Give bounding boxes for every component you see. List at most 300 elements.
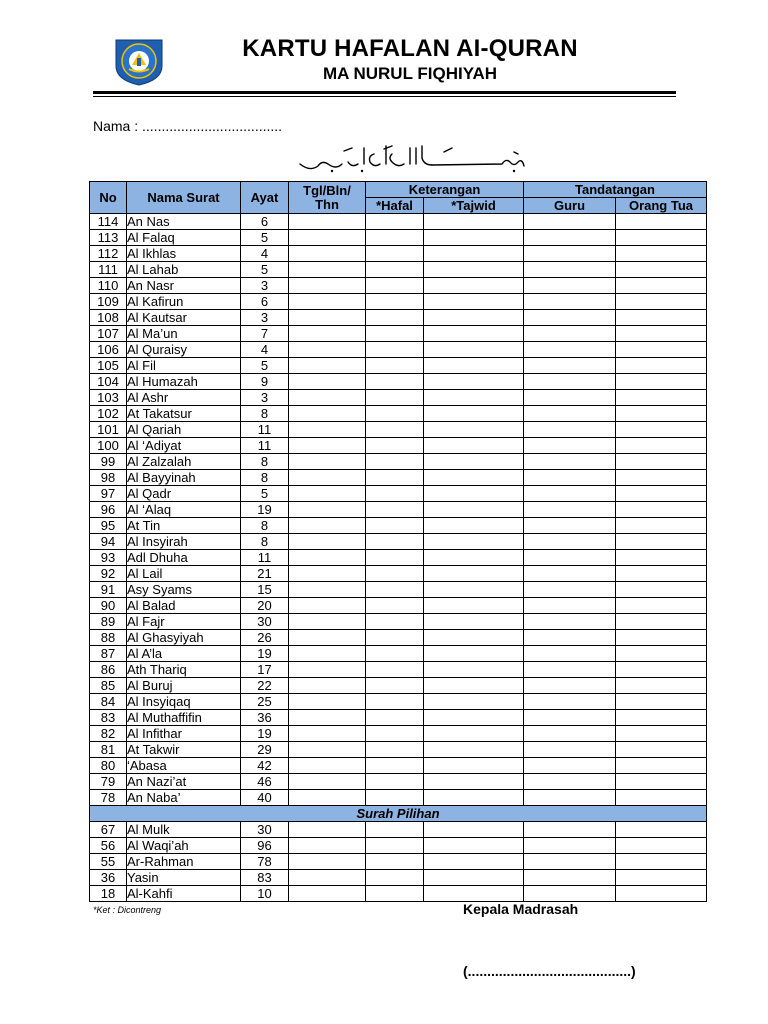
tgl-cell[interactable] — [289, 774, 366, 790]
orang-tua-signature-cell[interactable] — [616, 726, 707, 742]
header-divider-thin — [93, 96, 676, 97]
orang-tua-signature-cell[interactable] — [616, 438, 707, 454]
orang-tua-signature-cell[interactable] — [616, 566, 707, 582]
orang-tua-signature-cell[interactable] — [616, 486, 707, 502]
surat-row — [90, 774, 707, 790]
hafal-check-cell[interactable] — [366, 438, 424, 454]
tgl-cell[interactable] — [289, 646, 366, 662]
hafal-check-cell[interactable] — [366, 614, 424, 630]
hafal-check-cell[interactable] — [366, 486, 424, 502]
surat-pilihan-row — [90, 854, 707, 870]
guru-signature-cell[interactable] — [524, 502, 616, 518]
hafal-check-cell[interactable] — [366, 278, 424, 294]
orang-tua-signature-cell[interactable] — [616, 694, 707, 710]
tajwid-check-cell[interactable] — [424, 486, 524, 502]
ayat-count-cell: 8 — [241, 470, 289, 486]
guru-signature-cell[interactable] — [524, 470, 616, 486]
guru-signature-cell[interactable] — [524, 758, 616, 774]
surat-number-cell: 102 — [90, 406, 127, 422]
guru-signature-cell[interactable] — [524, 726, 616, 742]
ayat-count-cell: 36 — [241, 710, 289, 726]
tajwid-check-cell[interactable] — [424, 214, 524, 230]
tajwid-check-cell[interactable] — [424, 566, 524, 582]
tajwid-check-cell[interactable] — [424, 550, 524, 566]
surat-name-cell: Al Zalzalah — [127, 454, 241, 470]
tajwid-check-cell[interactable] — [424, 470, 524, 486]
tgl-cell[interactable] — [289, 726, 366, 742]
hafal-check-cell[interactable] — [366, 294, 424, 310]
hafal-check-cell[interactable] — [366, 726, 424, 742]
tajwid-check-cell[interactable] — [424, 278, 524, 294]
orang-tua-signature-cell[interactable] — [616, 374, 707, 390]
surat-row — [90, 358, 707, 374]
surat-name-cell: An Nas — [127, 214, 241, 230]
surat-pilihan-row — [90, 838, 707, 854]
hafal-check-cell[interactable] — [366, 246, 424, 262]
surat-row — [90, 230, 707, 246]
tajwid-check-cell[interactable] — [424, 662, 524, 678]
surat-number-cell: 18 — [90, 886, 127, 902]
guru-signature-cell[interactable] — [524, 742, 616, 758]
orang-tua-signature-cell[interactable] — [616, 278, 707, 294]
ayat-count-cell: 19 — [241, 646, 289, 662]
hafal-check-cell[interactable] — [366, 214, 424, 230]
surat-number-cell: 106 — [90, 342, 127, 358]
surat-number-cell: 107 — [90, 326, 127, 342]
hafal-check-cell[interactable] — [366, 262, 424, 278]
surat-number-cell: 82 — [90, 726, 127, 742]
surat-row — [90, 342, 707, 358]
tgl-cell[interactable] — [289, 694, 366, 710]
orang-tua-signature-cell[interactable] — [616, 710, 707, 726]
tajwid-check-cell[interactable] — [424, 870, 524, 886]
orang-tua-signature-cell[interactable] — [616, 326, 707, 342]
surat-name-cell: Al Kautsar — [127, 310, 241, 326]
tgl-cell[interactable] — [289, 518, 366, 534]
tajwid-check-cell[interactable] — [424, 454, 524, 470]
tgl-cell[interactable] — [289, 342, 366, 358]
guru-signature-cell[interactable] — [524, 518, 616, 534]
guru-signature-cell[interactable] — [524, 438, 616, 454]
guru-signature-cell[interactable] — [524, 406, 616, 422]
ayat-count-cell: 4 — [241, 342, 289, 358]
tajwid-check-cell[interactable] — [424, 310, 524, 326]
tgl-cell[interactable] — [289, 358, 366, 374]
guru-signature-cell[interactable] — [524, 838, 616, 854]
tgl-cell[interactable] — [289, 710, 366, 726]
hafal-check-cell[interactable] — [366, 502, 424, 518]
guru-signature-cell[interactable] — [524, 294, 616, 310]
surat-number-cell: 95 — [90, 518, 127, 534]
tajwid-check-cell[interactable] — [424, 838, 524, 854]
orang-tua-signature-cell[interactable] — [616, 262, 707, 278]
surat-name-cell: Al ‘Alaq — [127, 502, 241, 518]
guru-signature-cell[interactable] — [524, 630, 616, 646]
surat-name-cell: Adl Dhuha — [127, 550, 241, 566]
tajwid-check-cell[interactable] — [424, 598, 524, 614]
ayat-count-cell: 8 — [241, 518, 289, 534]
tgl-cell[interactable] — [289, 742, 366, 758]
orang-tua-signature-cell[interactable] — [616, 518, 707, 534]
orang-tua-signature-cell[interactable] — [616, 758, 707, 774]
tgl-cell[interactable] — [289, 262, 366, 278]
tajwid-check-cell[interactable] — [424, 534, 524, 550]
orang-tua-signature-cell[interactable] — [616, 838, 707, 854]
tgl-cell[interactable] — [289, 374, 366, 390]
hafal-check-cell[interactable] — [366, 374, 424, 390]
surat-name-cell: Al Qadr — [127, 486, 241, 502]
col-keterangan-header: Keterangan — [366, 182, 524, 198]
hafal-check-cell[interactable] — [366, 470, 424, 486]
surat-name-cell: Al Infithar — [127, 726, 241, 742]
hafal-check-cell[interactable] — [366, 710, 424, 726]
guru-signature-cell[interactable] — [524, 534, 616, 550]
guru-signature-cell[interactable] — [524, 790, 616, 806]
hafal-check-cell[interactable] — [366, 566, 424, 582]
surat-name-cell: Al Insyiqaq — [127, 694, 241, 710]
surat-name-cell: Al Waqi’ah — [127, 838, 241, 854]
orang-tua-signature-cell[interactable] — [616, 598, 707, 614]
surat-name-cell: Ath Thariq — [127, 662, 241, 678]
guru-signature-cell[interactable] — [524, 454, 616, 470]
hafal-check-cell[interactable] — [366, 310, 424, 326]
surat-number-cell: 110 — [90, 278, 127, 294]
orang-tua-signature-cell[interactable] — [616, 870, 707, 886]
guru-signature-cell[interactable] — [524, 774, 616, 790]
tgl-cell[interactable] — [289, 246, 366, 262]
tgl-cell[interactable] — [289, 214, 366, 230]
surat-row — [90, 310, 707, 326]
hafal-check-cell[interactable] — [366, 694, 424, 710]
hafal-check-cell[interactable] — [366, 774, 424, 790]
orang-tua-signature-cell[interactable] — [616, 662, 707, 678]
tajwid-check-cell[interactable] — [424, 294, 524, 310]
hafal-check-cell[interactable] — [366, 854, 424, 870]
orang-tua-signature-cell[interactable] — [616, 534, 707, 550]
surat-row — [90, 726, 707, 742]
surat-name-cell: Al Falaq — [127, 230, 241, 246]
surat-number-cell: 88 — [90, 630, 127, 646]
surat-number-cell: 111 — [90, 262, 127, 278]
tajwid-check-cell[interactable] — [424, 342, 524, 358]
tgl-cell[interactable] — [289, 294, 366, 310]
surat-number-cell: 104 — [90, 374, 127, 390]
orang-tua-signature-cell[interactable] — [616, 422, 707, 438]
tajwid-check-cell[interactable] — [424, 742, 524, 758]
col-nama-surat-header: Nama Surat — [127, 182, 241, 214]
hafal-check-cell[interactable] — [366, 454, 424, 470]
orang-tua-signature-cell[interactable] — [616, 614, 707, 630]
orang-tua-signature-cell[interactable] — [616, 454, 707, 470]
tgl-cell[interactable] — [289, 390, 366, 406]
tajwid-check-cell[interactable] — [424, 326, 524, 342]
ayat-count-cell: 5 — [241, 486, 289, 502]
orang-tua-signature-cell[interactable] — [616, 294, 707, 310]
guru-signature-cell[interactable] — [524, 566, 616, 582]
tajwid-check-cell[interactable] — [424, 422, 524, 438]
surat-row — [90, 630, 707, 646]
surat-name-cell: Yasin — [127, 870, 241, 886]
tgl-cell[interactable] — [289, 326, 366, 342]
orang-tua-signature-cell[interactable] — [616, 582, 707, 598]
orang-tua-signature-cell[interactable] — [616, 214, 707, 230]
surat-number-cell: 97 — [90, 486, 127, 502]
surat-number-cell: 87 — [90, 646, 127, 662]
guru-signature-cell[interactable] — [524, 662, 616, 678]
tgl-cell[interactable] — [289, 822, 366, 838]
orang-tua-signature-cell[interactable] — [616, 822, 707, 838]
orang-tua-signature-cell[interactable] — [616, 230, 707, 246]
tgl-cell[interactable] — [289, 486, 366, 502]
guru-signature-cell[interactable] — [524, 646, 616, 662]
footnote: *Ket : Dicontreng — [93, 905, 162, 915]
guru-signature-cell[interactable] — [524, 310, 616, 326]
guru-signature-cell[interactable] — [524, 214, 616, 230]
tajwid-check-cell[interactable] — [424, 614, 524, 630]
guru-signature-cell[interactable] — [524, 390, 616, 406]
ayat-count-cell: 6 — [241, 294, 289, 310]
tajwid-check-cell[interactable] — [424, 678, 524, 694]
guru-signature-cell[interactable] — [524, 822, 616, 838]
tajwid-check-cell[interactable] — [424, 374, 524, 390]
tajwid-check-cell[interactable] — [424, 774, 524, 790]
orang-tua-signature-cell[interactable] — [616, 630, 707, 646]
surat-name-cell: Al Fajr — [127, 614, 241, 630]
tajwid-check-cell[interactable] — [424, 502, 524, 518]
tajwid-check-cell[interactable] — [424, 726, 524, 742]
tgl-cell[interactable] — [289, 278, 366, 294]
surat-row — [90, 214, 707, 230]
surat-row — [90, 614, 707, 630]
hafal-check-cell[interactable] — [366, 390, 424, 406]
tajwid-check-cell[interactable] — [424, 582, 524, 598]
guru-signature-cell[interactable] — [524, 886, 616, 902]
hafal-check-cell[interactable] — [366, 230, 424, 246]
hafal-check-cell[interactable] — [366, 646, 424, 662]
hafal-check-cell[interactable] — [366, 758, 424, 774]
ayat-count-cell: 3 — [241, 390, 289, 406]
tajwid-check-cell[interactable] — [424, 694, 524, 710]
hafal-check-cell[interactable] — [366, 886, 424, 902]
tgl-cell[interactable] — [289, 230, 366, 246]
orang-tua-signature-cell[interactable] — [616, 678, 707, 694]
guru-signature-cell[interactable] — [524, 678, 616, 694]
surat-pilihan-row — [90, 822, 707, 838]
ayat-count-cell: 3 — [241, 278, 289, 294]
guru-signature-cell[interactable] — [524, 374, 616, 390]
tgl-cell[interactable] — [289, 582, 366, 598]
guru-signature-cell[interactable] — [524, 422, 616, 438]
tgl-cell[interactable] — [289, 566, 366, 582]
orang-tua-signature-cell[interactable] — [616, 358, 707, 374]
guru-signature-cell[interactable] — [524, 230, 616, 246]
hafal-check-cell[interactable] — [366, 630, 424, 646]
surat-name-cell: Al-Kahfi — [127, 886, 241, 902]
tgl-cell[interactable] — [289, 454, 366, 470]
guru-signature-cell[interactable] — [524, 278, 616, 294]
guru-signature-cell[interactable] — [524, 246, 616, 262]
surat-number-cell: 100 — [90, 438, 127, 454]
hafal-check-cell[interactable] — [366, 742, 424, 758]
tgl-cell[interactable] — [289, 598, 366, 614]
guru-signature-cell[interactable] — [524, 486, 616, 502]
hafal-check-cell[interactable] — [366, 422, 424, 438]
tgl-cell[interactable] — [289, 886, 366, 902]
tgl-cell[interactable] — [289, 614, 366, 630]
surat-number-cell: 90 — [90, 598, 127, 614]
tgl-cell[interactable] — [289, 678, 366, 694]
hafal-check-cell[interactable] — [366, 326, 424, 342]
orang-tua-signature-cell[interactable] — [616, 246, 707, 262]
hafal-check-cell[interactable] — [366, 550, 424, 566]
guru-signature-cell[interactable] — [524, 262, 616, 278]
surat-number-cell: 83 — [90, 710, 127, 726]
tajwid-check-cell[interactable] — [424, 406, 524, 422]
tgl-cell[interactable] — [289, 662, 366, 678]
surat-row — [90, 598, 707, 614]
ayat-count-cell: 8 — [241, 406, 289, 422]
surat-row — [90, 422, 707, 438]
tgl-cell[interactable] — [289, 310, 366, 326]
orang-tua-signature-cell[interactable] — [616, 470, 707, 486]
ayat-count-cell: 5 — [241, 262, 289, 278]
surat-number-cell: 84 — [90, 694, 127, 710]
tajwid-check-cell[interactable] — [424, 854, 524, 870]
surat-number-cell: 92 — [90, 566, 127, 582]
tajwid-check-cell[interactable] — [424, 390, 524, 406]
orang-tua-signature-cell[interactable] — [616, 310, 707, 326]
surat-name-cell: At Takwir — [127, 742, 241, 758]
guru-signature-cell[interactable] — [524, 582, 616, 598]
orang-tua-signature-cell[interactable] — [616, 886, 707, 902]
guru-signature-cell[interactable] — [524, 614, 616, 630]
orang-tua-signature-cell[interactable] — [616, 550, 707, 566]
ayat-count-cell: 83 — [241, 870, 289, 886]
orang-tua-signature-cell[interactable] — [616, 742, 707, 758]
ayat-count-cell: 11 — [241, 438, 289, 454]
tajwid-check-cell[interactable] — [424, 822, 524, 838]
surat-row — [90, 486, 707, 502]
surat-row — [90, 326, 707, 342]
surat-row — [90, 390, 707, 406]
guru-signature-cell[interactable] — [524, 854, 616, 870]
guru-signature-cell[interactable] — [524, 342, 616, 358]
tgl-cell[interactable] — [289, 422, 366, 438]
tgl-cell[interactable] — [289, 406, 366, 422]
hafal-check-cell[interactable] — [366, 342, 424, 358]
ayat-count-cell: 78 — [241, 854, 289, 870]
surat-row — [90, 550, 707, 566]
hafal-check-cell[interactable] — [366, 678, 424, 694]
tajwid-check-cell[interactable] — [424, 630, 524, 646]
hafal-check-cell[interactable] — [366, 662, 424, 678]
tgl-cell[interactable] — [289, 470, 366, 486]
surah-pilihan-header: Surah Pilihan — [90, 806, 707, 822]
hafal-check-cell[interactable] — [366, 838, 424, 854]
surat-row — [90, 374, 707, 390]
hafal-check-cell[interactable] — [366, 822, 424, 838]
col-tajwid-header: *Tajwid — [424, 198, 524, 214]
tgl-cell[interactable] — [289, 502, 366, 518]
tgl-cell[interactable] — [289, 838, 366, 854]
nama-field: Nama : .................................... — [93, 118, 283, 134]
orang-tua-signature-cell[interactable] — [616, 646, 707, 662]
school-name: MA NURUL FIQHIYAH — [322, 64, 498, 83]
guru-signature-cell[interactable] — [524, 710, 616, 726]
hafal-check-cell[interactable] — [366, 598, 424, 614]
guru-signature-cell[interactable] — [524, 550, 616, 566]
surat-row — [90, 518, 707, 534]
tajwid-check-cell[interactable] — [424, 262, 524, 278]
surat-row — [90, 470, 707, 486]
orang-tua-signature-cell[interactable] — [616, 502, 707, 518]
ayat-count-cell: 30 — [241, 822, 289, 838]
tajwid-check-cell[interactable] — [424, 790, 524, 806]
ayat-count-cell: 19 — [241, 726, 289, 742]
tgl-cell[interactable] — [289, 534, 366, 550]
ayat-count-cell: 7 — [241, 326, 289, 342]
tajwid-check-cell[interactable] — [424, 358, 524, 374]
tajwid-check-cell[interactable] — [424, 230, 524, 246]
ayat-count-cell: 96 — [241, 838, 289, 854]
tgl-cell[interactable] — [289, 854, 366, 870]
guru-signature-cell[interactable] — [524, 694, 616, 710]
tajwid-check-cell[interactable] — [424, 886, 524, 902]
tajwid-check-cell[interactable] — [424, 758, 524, 774]
guru-signature-cell[interactable] — [524, 326, 616, 342]
guru-signature-cell[interactable] — [524, 870, 616, 886]
tgl-cell[interactable] — [289, 550, 366, 566]
orang-tua-signature-cell[interactable] — [616, 854, 707, 870]
tgl-cell[interactable] — [289, 790, 366, 806]
tajwid-check-cell[interactable] — [424, 710, 524, 726]
tgl-cell[interactable] — [289, 870, 366, 886]
tgl-cell[interactable] — [289, 438, 366, 454]
ayat-count-cell: 10 — [241, 886, 289, 902]
orang-tua-signature-cell[interactable] — [616, 342, 707, 358]
tgl-cell[interactable] — [289, 630, 366, 646]
surat-number-cell: 81 — [90, 742, 127, 758]
hafal-check-cell[interactable] — [366, 582, 424, 598]
orang-tua-signature-cell[interactable] — [616, 790, 707, 806]
tajwid-check-cell[interactable] — [424, 438, 524, 454]
surat-name-cell: Al ‘Adiyat — [127, 438, 241, 454]
hafal-check-cell[interactable] — [366, 870, 424, 886]
hafal-check-cell[interactable] — [366, 534, 424, 550]
orang-tua-signature-cell[interactable] — [616, 406, 707, 422]
hafal-check-cell[interactable] — [366, 790, 424, 806]
surat-pilihan-row — [90, 886, 707, 902]
surat-number-cell: 101 — [90, 422, 127, 438]
col-tandatangan-header: Tandatangan — [524, 182, 707, 198]
guru-signature-cell[interactable] — [524, 358, 616, 374]
surat-number-cell: 55 — [90, 854, 127, 870]
surat-number-cell: 109 — [90, 294, 127, 310]
tajwid-check-cell[interactable] — [424, 518, 524, 534]
hafal-check-cell[interactable] — [366, 406, 424, 422]
orang-tua-signature-cell[interactable] — [616, 774, 707, 790]
guru-signature-cell[interactable] — [524, 598, 616, 614]
tajwid-check-cell[interactable] — [424, 646, 524, 662]
tajwid-check-cell[interactable] — [424, 246, 524, 262]
hafal-check-cell[interactable] — [366, 358, 424, 374]
orang-tua-signature-cell[interactable] — [616, 390, 707, 406]
hafal-check-cell[interactable] — [366, 518, 424, 534]
ayat-count-cell: 5 — [241, 358, 289, 374]
col-guru-header: Guru — [524, 198, 616, 214]
tgl-cell[interactable] — [289, 758, 366, 774]
surat-name-cell: At Tin — [127, 518, 241, 534]
